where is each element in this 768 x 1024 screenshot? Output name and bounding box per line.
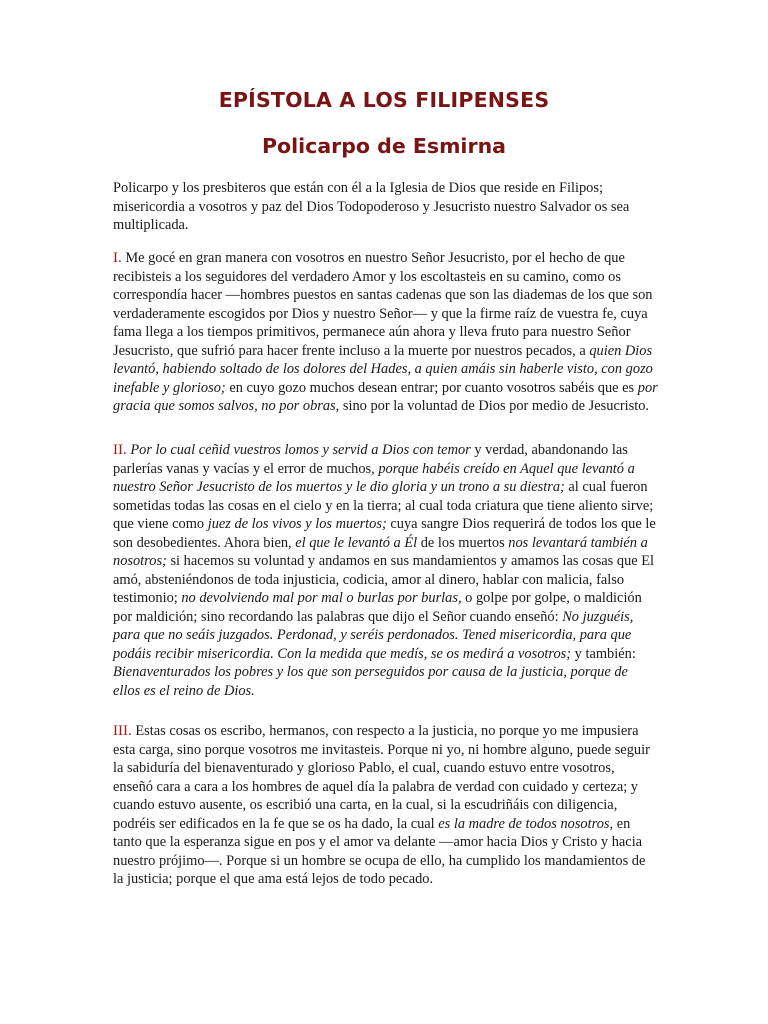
chapter-3-paragraph xyxy=(113,722,658,889)
text-run: en cuyo gozo muchos desean entrar; por cuanto vosotros sabéis que es xyxy=(225,379,638,396)
text-run: al cual fueron sometidas todas las cosas en el cielo y en la tierra; al cual toda criatura que tiene aliento sirve; que viene como xyxy=(113,479,654,532)
italic-quote: nos levantará también a nosotros; xyxy=(113,534,648,569)
text-run: de los muertos xyxy=(417,534,509,551)
text-run: cuya sangre Dios requerirá de todos los que le son desobedientes. Ahora bien, xyxy=(113,516,656,551)
intro-paragraph: Policarpo y los presbiteros que están con él a la Iglesia de Dios que reside en Filipos; misericordia a vosotros y paz del Dios Todopoderoso y Jesucristo nuestro Salvador os sea multiplicada. xyxy=(113,180,630,233)
text-run: si hacemos su voluntad y andamos en sus mandamientos y amamos las cosas que El amó, absteniéndonos de toda injusticia, codicia, amor al dinero, hablar con malicia, falso testimonio; xyxy=(113,553,655,606)
chapter-number: II. xyxy=(113,442,127,458)
italic-quote: Por lo cual ceñid vuestros lomos y servid a Dios con temor xyxy=(130,442,471,458)
chapter-number: I. xyxy=(113,250,122,266)
text-run: o golpe por golpe, o maldición por maldición; sino recordando las palabras que dijo el Señor cuando enseñó: xyxy=(113,590,642,625)
document-author: Policarpo de Esmirna xyxy=(262,134,506,158)
chapter-2-paragraph xyxy=(113,441,658,700)
chapter-1-paragraph xyxy=(113,249,658,416)
chapter-number: III. xyxy=(113,723,132,739)
text-run: y también: xyxy=(571,645,636,662)
italic-quote: no devolviendo mal por mal o burlas por burlas, xyxy=(181,590,462,606)
text-run: en tanto que la esperanza sigue en pos y el amor va delante —amor hacia Dios y Cristo y hacia nuestro prójimo—. Porque si un hombre se ocupa de ello, ha cumplido los mandamientos de la justicia; porque el que ama está lejos de todo pecado. xyxy=(113,815,646,887)
italic-quote: No juzguéis, para que no seáis juzgados. Perdonad, y seréis perdonados. Tened misericordia, para que podáis recibir misericordia. Con la medida que medís, se os medirá a vosotros; xyxy=(113,608,634,662)
italic-quote: por gracia que somos salvos, no por obras, xyxy=(113,379,658,414)
text-run: Me gocé en gran manera con vosotros en nuestro Señor Jesucristo, por el hecho de que recibisteis a los seguidores del verdadero Amor y los escoltasteis en su camino, como os correspondía hacer —hombres puestos en santas cadenas que son las diademas de los que son verdaderamente escogidos por Dios y nuestro Señor— y que la firme raíz de vuestra fe, cuya fama llega a los tiempos primitivos, permanece aún ahora y lleva fruto para nuestro Señor Jesucristo, que sufrió para hacer frente incluso a la muerte por nuestros pecados, a xyxy=(113,250,653,359)
italic-quote: juez de los vivos y los muertos; xyxy=(207,516,387,532)
text-run: y verdad, abandonando las parlerías vanas y vacías y el error de muchos, xyxy=(113,442,628,477)
italic-quote: quien Dios levantó, habiendo soltado de los dolores del Hades, a quien amáis sin haberle visto, con gozo inefable y glorioso; xyxy=(113,342,653,396)
italic-quote: porque habéis creído en Aquel que levantó a nuestro Señor Jesucristo de los muertos y le dio gloria y un trono a su diestra; xyxy=(113,460,635,495)
text-run: Estas cosas os escribo, hermanos, con respecto a la justicia, no porque yo me impusiera esta carga, sino porque vosotros me invitasteis. Porque ni yo, ni hombre alguno, puede seguir la sabiduría del bienaventurado y glorioso Pablo, el cual, cuando estuvo entre vosotros, enseñó cara a cara a los hombres de aquel día la palabra de verdad con cuidado y certeza; y cuando estuvo ausente, os escribió una carta, en la cual, si la escudriñáis con diligencia, podréis ser edificados en la fe que se os ha dado, la cual xyxy=(113,723,650,832)
italic-quote: Bienaventurados los pobres y los que son perseguidos por causa de la justicia, porque de ellos es el reino de Dios. xyxy=(113,664,628,699)
text-run: sino por la voluntad de Dios por medio de Jesucristo. xyxy=(339,398,650,414)
italic-quote: el que le levantó a Él xyxy=(295,534,418,551)
document-title: EPÍSTOLA A LOS FILIPENSES xyxy=(218,88,550,112)
italic-quote: es la madre de todos nosotros, xyxy=(438,815,614,832)
